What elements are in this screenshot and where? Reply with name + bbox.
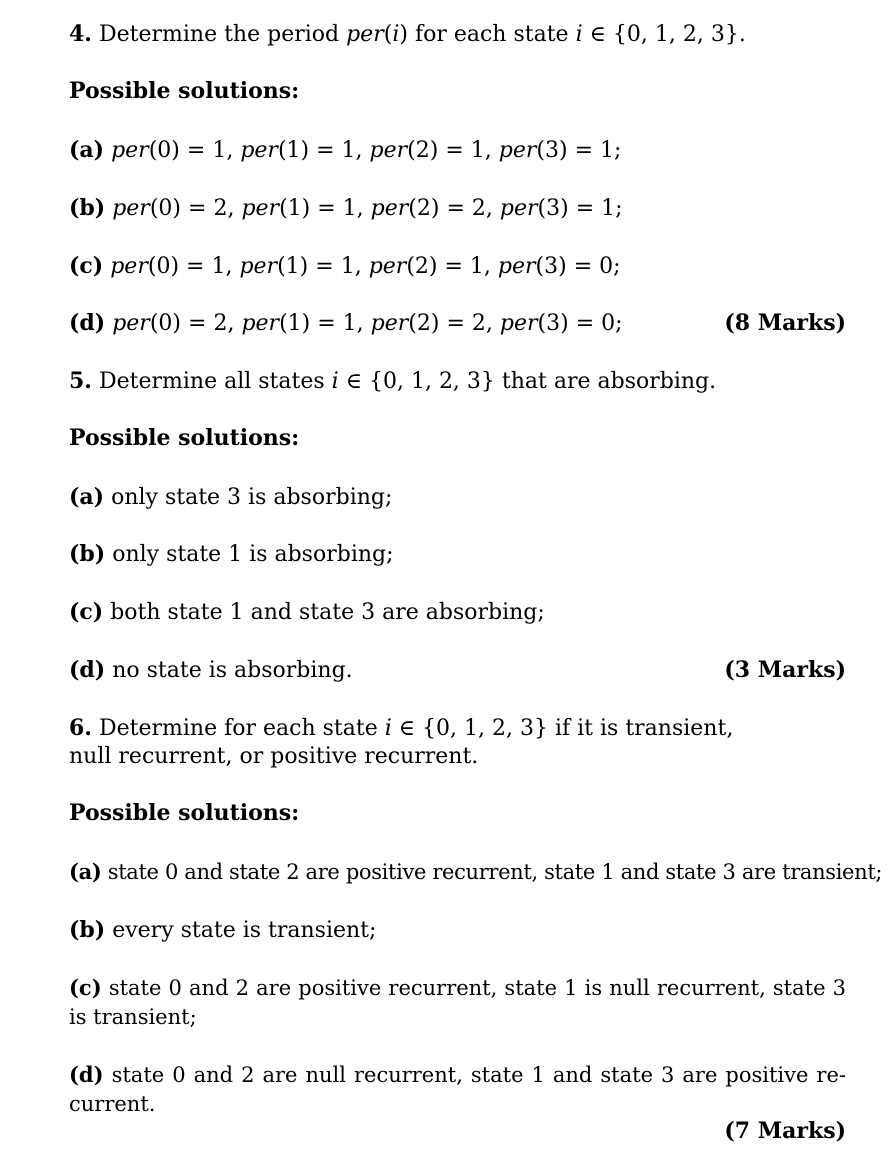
question-6-marks: (7 Marks) (724, 1118, 846, 1144)
question-6-option-b (69, 915, 376, 946)
period-value: 2 (213, 311, 228, 336)
state-index: 0 (157, 138, 172, 163)
period-value: 1 (212, 138, 227, 163)
option-label: (b) (69, 195, 106, 221)
state-index: 3 (546, 311, 561, 336)
question-6-option-c-line2: is transient; (69, 1005, 197, 1029)
option-text: state 0 and 2 are null recurrent, state 1 and state 3 are positive re- (111, 1063, 846, 1087)
question-4-option-c: (c) per(0) = 1, per(1) = 1, per(2) = 1, per(3) = 0; (69, 253, 621, 279)
question-6-option-d (69, 1060, 846, 1090)
option-text: every state is transient; (112, 918, 377, 943)
question-4-number: 4. (69, 21, 92, 47)
question-4-option-d: (d) per(0) = 2, per(1) = 1, per(2) = 2, per(3) = 0; (69, 310, 623, 336)
period-value: 0 (601, 311, 616, 336)
period-value: 2 (471, 311, 486, 336)
state-index: 0 (158, 196, 173, 221)
question-5-number: 5. (69, 368, 92, 394)
question-4-set: ∈ {0, 1, 2, 3} (582, 22, 739, 47)
period-value: 1 (211, 254, 226, 279)
question-6-number: 6. (69, 715, 92, 741)
question-6-option-c (69, 973, 846, 1003)
question-6-option-d-line2: current. (69, 1092, 156, 1116)
period-value: 1 (600, 138, 615, 163)
question-4-option-b: (b) per(0) = 2, per(1) = 1, per(2) = 2, per(3) = 1; (69, 195, 623, 221)
option-label: (c) (69, 599, 104, 625)
state-index: 2 (415, 138, 430, 163)
question-4-func: per (346, 22, 384, 47)
option-label: (b) (69, 541, 106, 567)
period-value: 1 (601, 196, 616, 221)
period-value: 0 (599, 254, 614, 279)
option-label: (a) (69, 137, 105, 163)
question-4-var: i (575, 22, 583, 47)
period-value: 1 (342, 196, 357, 221)
option-label: (d) (69, 1062, 104, 1087)
question-4-option-a: (a) per(0) = 1, per(1) = 1, per(2) = 1, per(3) = 1; (69, 137, 622, 163)
question-4-solutions-heading: Possible solutions: (69, 78, 300, 104)
option-label: (d) (69, 310, 106, 336)
question-6-solutions-heading: Possible solutions: (69, 800, 300, 826)
option-label: (c) (69, 253, 104, 279)
period-value: 1 (469, 254, 484, 279)
question-5-text-before: Determine all states (98, 369, 332, 394)
period-value: 1 (470, 138, 485, 163)
question-4-arg: i (392, 22, 400, 47)
question-6-set: ∈ {0, 1, 2, 3} (391, 716, 548, 741)
question-5-option-d (69, 655, 353, 686)
option-text: state 0 and state 2 are positive recurrent, state 1 and state 3 are transient; (107, 860, 883, 884)
period-value: 1 (340, 254, 355, 279)
question-4-text-end: . (738, 22, 746, 47)
question-5-marks: (3 Marks) (724, 657, 846, 683)
option-label: (d) (69, 657, 106, 683)
question-5-option-c (69, 597, 545, 628)
state-index: 0 (158, 311, 173, 336)
state-index: 1 (287, 196, 302, 221)
option-label: (b) (69, 917, 106, 943)
question-4-text-before: Determine the period (98, 22, 347, 47)
period-value: 2 (471, 196, 486, 221)
option-text: state 0 and 2 are positive recurrent, state 1 is null recurrent, state 3 (108, 976, 846, 1000)
option-label: (a) (69, 859, 102, 884)
question-6-option-a (69, 857, 882, 887)
state-index: 3 (546, 196, 561, 221)
period-value: 1 (342, 311, 357, 336)
question-4-prompt: 4. Determine the period per(i) for each state i ∈ {0, 1, 2, 3}. (69, 21, 746, 47)
question-5-var: i (331, 369, 339, 394)
state-index: 2 (416, 196, 431, 221)
option-text: only state 3 is absorbing; (111, 485, 393, 510)
question-6-prompt (69, 713, 733, 744)
period-value: 2 (213, 196, 228, 221)
state-index: 1 (287, 311, 302, 336)
option-text: no state is absorbing. (112, 658, 353, 683)
option-label: (a) (69, 484, 105, 510)
question-5-text-end: that are absorbing. (494, 369, 717, 394)
state-index: 3 (544, 254, 559, 279)
question-5-set: ∈ {0, 1, 2, 3} (338, 369, 495, 394)
question-5-prompt (69, 366, 716, 397)
option-text: both state 1 and state 3 are absorbing; (110, 600, 545, 625)
state-index: 2 (416, 311, 431, 336)
state-index: 0 (156, 254, 171, 279)
question-4-text-middle: for each state (407, 22, 576, 47)
question-4-marks: (8 Marks) (724, 310, 846, 336)
question-6-text-end: if it is transient, (547, 716, 734, 741)
state-index: 2 (414, 254, 429, 279)
period-value: 1 (341, 138, 356, 163)
state-index: 3 (545, 138, 559, 163)
question-5-option-b (69, 539, 394, 570)
question-6-text-before: Determine for each state (98, 716, 385, 741)
question-5-option-a (69, 482, 392, 513)
option-text: only state 1 is absorbing; (112, 542, 394, 567)
option-label: (c) (69, 975, 102, 1000)
state-index: 1 (285, 254, 300, 279)
question-5-solutions-heading: Possible solutions: (69, 425, 300, 451)
state-index: 1 (286, 138, 301, 163)
question-6-var: i (384, 716, 392, 741)
question-6-prompt-line2: null recurrent, or positive recurrent. (69, 744, 479, 769)
